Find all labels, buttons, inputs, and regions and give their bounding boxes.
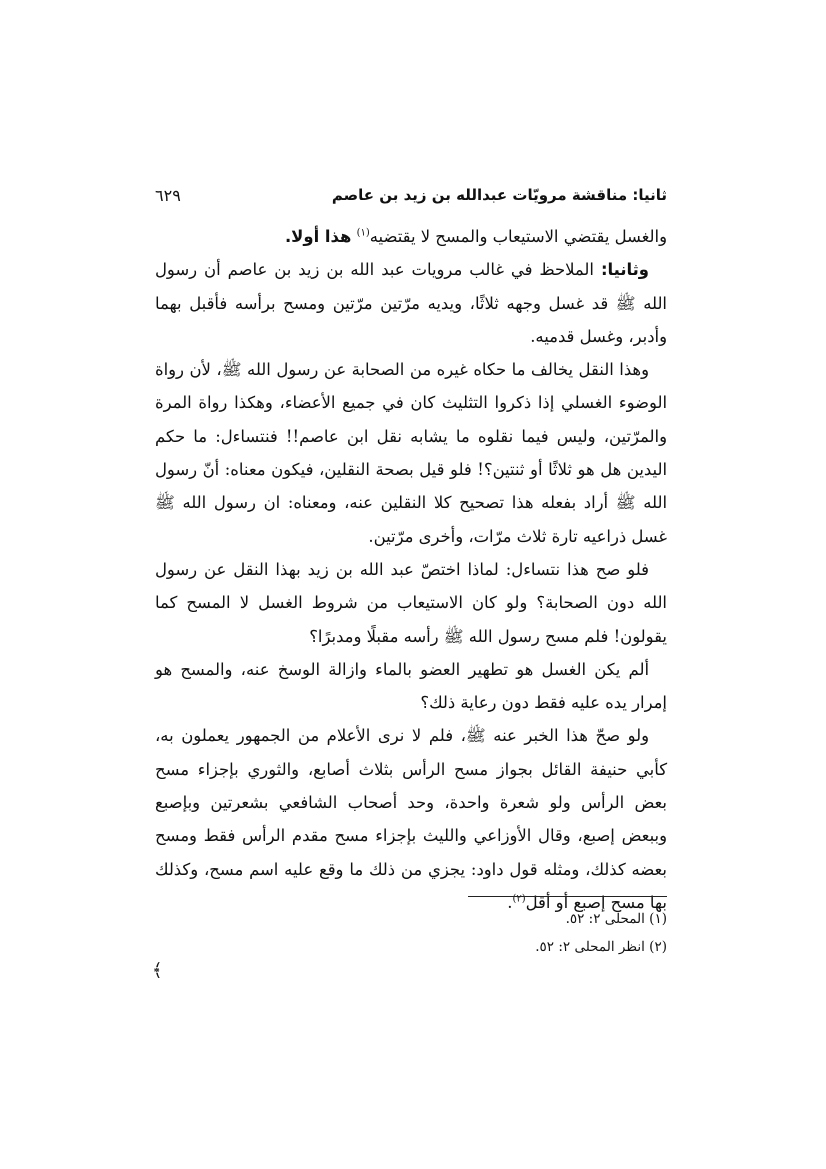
paragraph-3: وهذا النقل يخالف ما حكاه غيره من الصحابة عن رسول الله ﷺ، لأن رواة الوضوء الغسلي إذا ذكروا التثليث كان في جميع الأعضاء، وهكذا رواة المرة والمرّتين، وليس فيما نقلوه ما يشابه نقل ابن عاصم!! فنتساءل: ما حكم اليدين هل هو ثلاثًا أو ثنتين؟! فلو قيل بصحة النقلين، فيكون معناه: أنّ رسول الله ﷺ أراد بفعله هذا تصحيح كلا النقلين عنه، ومعناه: ان رسول الله ﷺ غسل ذراعيه تارة ثلاث مرّات، وأخرى مرّتين. — [155, 360, 667, 546]
paragraph-2-text: الملاحظ في غالب مرويات عبد الله بن زيد بن عاصم أن رسول الله ﷺ قد غسل وجهه ثلاثًا، ويديه مرّتين مرّتين ومسح برأسه فأقبل بهما وأدبر، وغسل قدميه. — [155, 260, 667, 346]
end-mark-ornament: ﴾ — [152, 960, 163, 981]
footnote-1: (١) المحلى ٢: ٥٢. — [565, 911, 667, 927]
footnote-ref-1: (١) — [356, 227, 370, 239]
paragraph-2-lead: وثانيا: — [600, 260, 649, 280]
footnotes — [155, 905, 667, 961]
page-number: ٦٢٩ — [155, 186, 181, 205]
footnote-2: (٢) انظر المحلى ٢: ٥٢. — [535, 939, 667, 955]
page-header — [155, 186, 667, 210]
paragraph-1 — [155, 220, 667, 253]
paragraph-6-text: ولو صحّ هذا الخبر عنه ﷺ، فلم لا نرى الأعلام من الجمهور يعملون به، كأبي حنيفة القائل بجواز مسح الرأس بثلاث أصابع، والثوري بإجزاء مسح بعض الرأس ولو شعرة واحدة، وحد أصحاب الشافعي بشعرتين وبإصبع وببعض إصبع، وقال الأوزاعي والليث بإجزاء مسح مقدم الرأس فقط ومسح بعضه كذلك، ومثله قول داود: يجزي من ذلك ما وقع عليه اسم مسح، وكذلك بها مسح إصبع أو أقل — [155, 726, 667, 912]
body-text — [155, 220, 667, 919]
footnote-separator — [468, 896, 667, 897]
paragraph-6 — [155, 719, 667, 919]
footnote-ref-2: (٢) — [512, 893, 526, 905]
running-title: ثانيا: مناقشة مرويّات عبدالله بن زيد بن عاصم — [331, 186, 667, 204]
paragraph-1-text: والغسل يقتضي الاستيعاب والمسح لا يقتضيه — [369, 227, 667, 246]
paragraph-2 — [155, 253, 667, 353]
paragraph-5: ألم يكن الغسل هو تطهير العضو بالماء وازالة الوسخ عنه، والمسح هو إمرار يده عليه فقط دون رعاية ذلك؟ — [155, 659, 667, 713]
paragraph-1-bold-tail: هذا أولا. — [284, 227, 352, 246]
paragraph-6-tail: . — [507, 892, 513, 912]
paragraph-4: فلو صح هذا نتساءل: لماذا اختصّ عبد الله بن زيد بهذا النقل عن رسول الله دون الصحابة؟ ولو كان الاستيعاب من شروط الغسل لا المسح كما يقولون! فلم مسح رسول الله ﷺ رأسه مقبلًا ومدبرًا؟ — [155, 559, 667, 646]
